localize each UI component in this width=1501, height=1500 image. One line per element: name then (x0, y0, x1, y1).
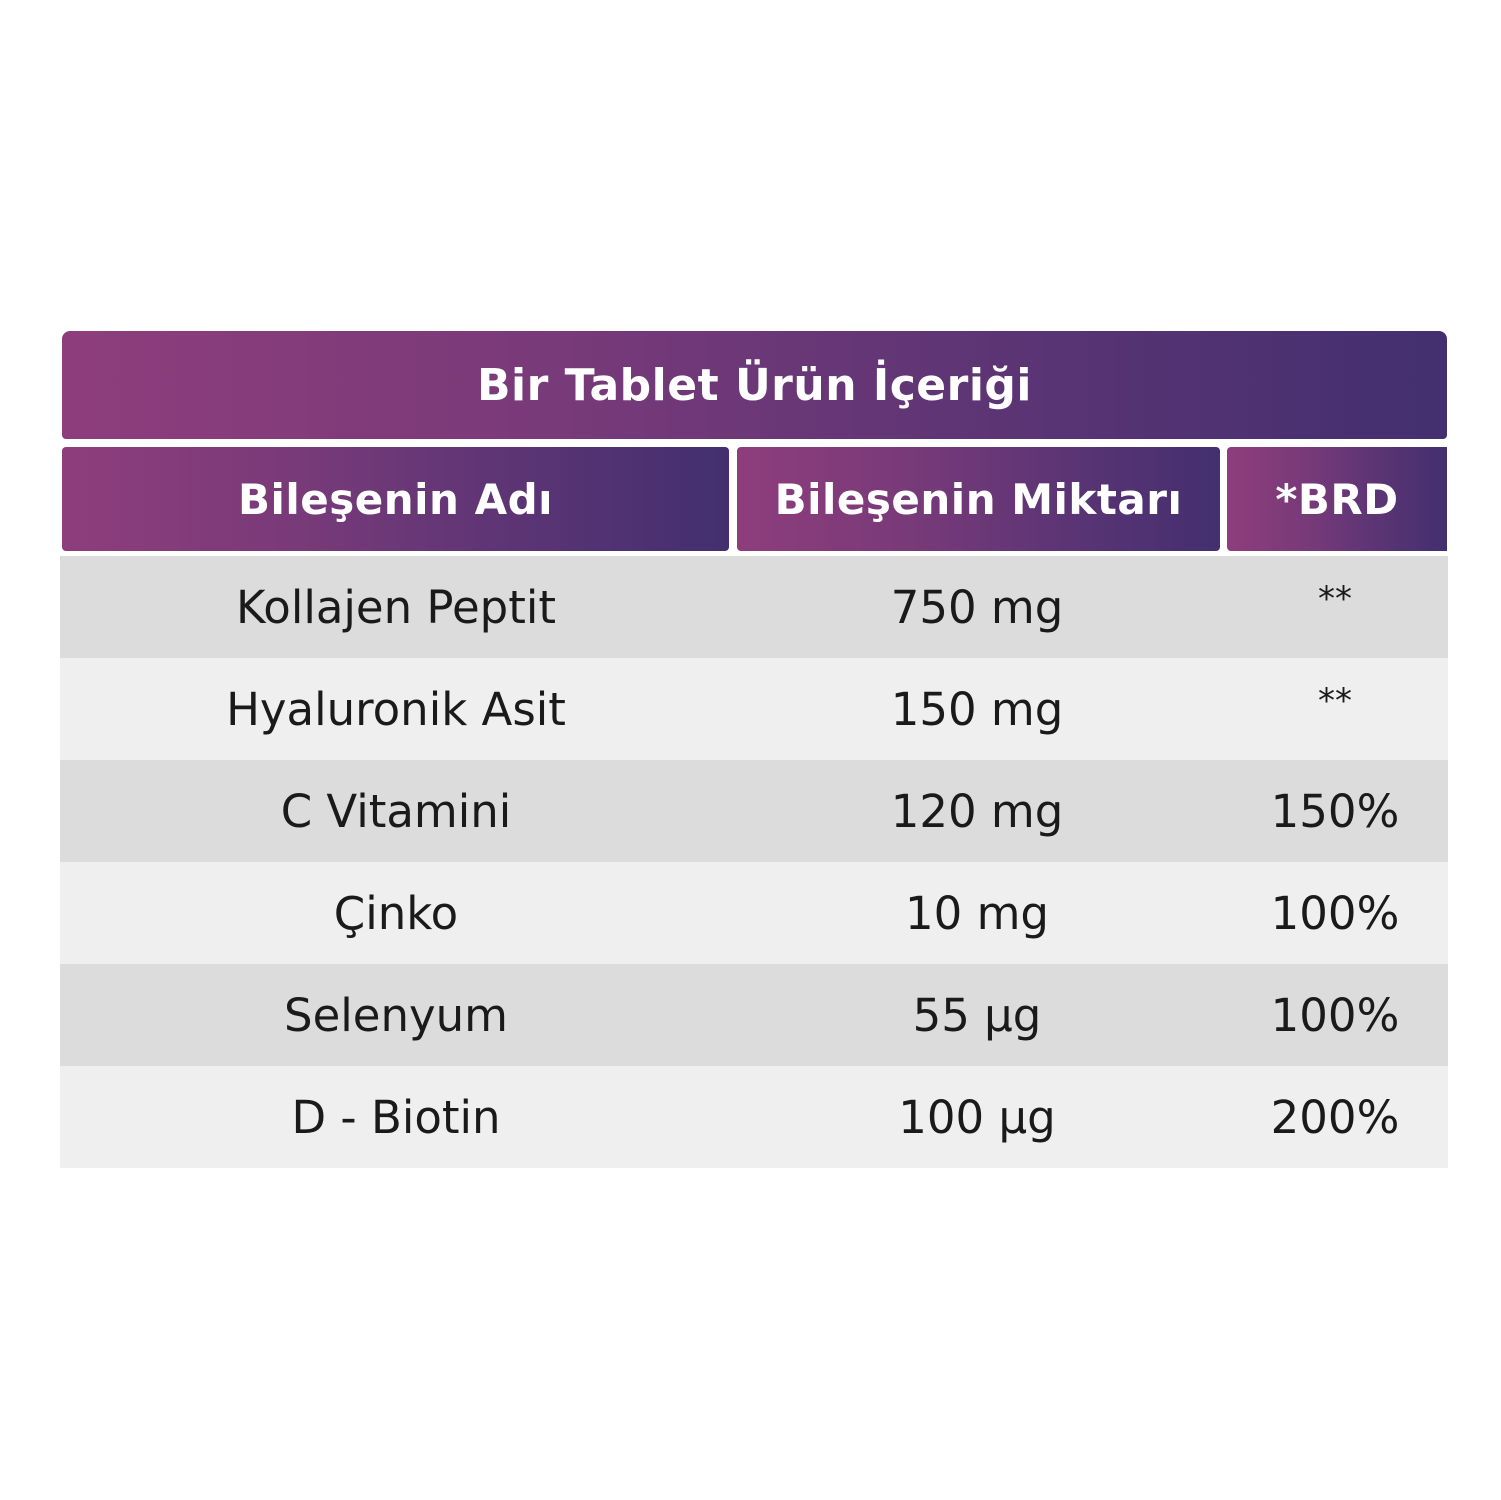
table-title: Bir Tablet Ürün İçeriği (62, 331, 1447, 439)
table-body (60, 556, 1448, 1168)
ingredient-brd: 100% (1270, 886, 1400, 940)
ingredient-name: Hyaluronik Asit (226, 682, 566, 736)
table-row (60, 760, 1448, 862)
ingredient-name: C Vitamini (280, 784, 512, 838)
ingredient-name: D - Biotin (291, 1090, 501, 1144)
table-row (60, 556, 1448, 658)
ingredient-name: Selenyum (284, 988, 508, 1042)
ingredient-amount: 750 mg (890, 580, 1064, 634)
ingredient-brd: 100% (1270, 988, 1400, 1042)
ingredient-brd: ** (1318, 681, 1352, 721)
column-header-brd: *BRD (1227, 447, 1447, 551)
ingredient-amount: 55 µg (912, 988, 1042, 1042)
column-header-name: Bileşenin Adı (62, 447, 729, 551)
column-header-amount: Bileşenin Miktarı (737, 447, 1220, 551)
ingredient-amount: 120 mg (890, 784, 1064, 838)
ingredient-amount: 100 µg (898, 1090, 1056, 1144)
ingredient-amount: 10 mg (905, 886, 1049, 940)
table-row (60, 1066, 1448, 1168)
ingredient-brd: 200% (1270, 1090, 1400, 1144)
ingredient-name: Kollajen Peptit (236, 580, 556, 634)
ingredient-name: Çinko (333, 886, 459, 940)
ingredient-amount: 150 mg (890, 682, 1064, 736)
ingredient-brd: 150% (1270, 784, 1400, 838)
ingredient-brd: ** (1318, 579, 1352, 619)
table-row (60, 862, 1448, 964)
table-row (60, 658, 1448, 760)
table-row (60, 964, 1448, 1066)
